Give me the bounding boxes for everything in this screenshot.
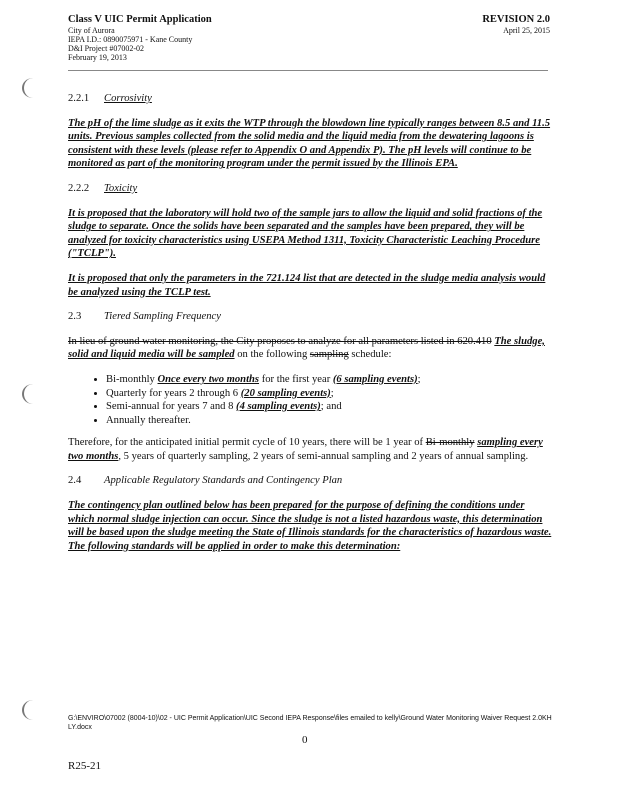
binder-hole-mark (22, 700, 44, 720)
binder-hole-mark (22, 384, 44, 404)
header-line: February 19, 2013 (68, 53, 127, 62)
list-item: • Quarterly for years 2 through 6 (20 sampling events); (106, 387, 552, 401)
page-number: 0 (302, 734, 308, 746)
toxicity-paragraph: It is proposed that the laboratory will hold two of the sample jars to allow the liquid and solid fractions of the sludge to separate. Once the solids have been separated and the samples have been prepared, they will be analyzed for toxicity characteristics using USEPA Method 1311, Toxicity Characteristic Leaching Procedure ("TCLP"). (68, 207, 543, 260)
revision-label: REVISION 2.0 (482, 14, 550, 25)
header-right (482, 14, 550, 35)
revision-date: April 25, 2015 (503, 26, 550, 35)
therefore-paragraph: Therefore, for the anticipated initial permit cycle of 10 years, there will be 1 year of Bi-monthly sampling every two months, 5 years of quarterly sampling, 2 years of semi-annual sampling and 2 years of annual sampling. (68, 437, 543, 462)
file-path-footer: G:\ENVIRO\07002 (8004-10)\02 - UIC Permit Application\UIC Second IEPA Response\files emailed to kelly\Ground Water Monitoring Waiver Request 2.0KH LY.docx (68, 715, 552, 731)
header-left (68, 14, 212, 62)
document-code: R25-21 (68, 760, 101, 772)
section-heading: 2.3 Tiered Sampling Frequency (68, 311, 221, 323)
header-line: City of Aurora (68, 26, 115, 35)
sampling-intro: In lieu of ground water monitoring, the City proposes to analyze for all parameters listed in 620.410 The sludge, solid and liquid media will be sampled on the following sampling schedule: (68, 335, 545, 361)
toxicity-paragraph: It is proposed that only the parameters in the 721.124 list that are detected in the sludge media analysis would be analyzed using the TCLP test. (68, 272, 546, 298)
document-body (68, 92, 552, 564)
contingency-paragraph: The contingency plan outlined below has been prepared for the purpose of defining the conditions under which normal sludge injection can occur. Since the sludge is not a listed hazardous waste, this determination will be based upon the sludge meeting the State of Illinois standards for the characteristics of hazardous waste. The following standards will be applied in order to make this determination: (68, 500, 552, 552)
section-heading: 2.2.1 Corrosivity (68, 93, 152, 104)
document-title: Class V UIC Permit Application (68, 14, 212, 25)
sampling-schedule-list (68, 373, 552, 427)
list-item: • Semi-annual for years 7 and 8 (4 sampling events); and (106, 400, 552, 414)
section-heading: 2.2.2 Toxicity (68, 182, 138, 194)
corrosivity-paragraph: The pH of the lime sludge as it exits the WTP through the blowdown line typically ranges between 8.5 and 11.5 units. Previous samples collected from the solid media and the liquid media from the dewatering lagoons is consistent with these levels (please refer to Appendix O and Appendix P). The pH levels will continue to be monitored as part of the monitoring program under the permit issued by the Illinois EPA. (68, 117, 551, 170)
list-item: • Bi-monthly Once every two months for the first year (6 sampling events); (106, 373, 552, 387)
binder-hole-mark (22, 78, 44, 98)
section-heading: 2.4 Applicable Regulatory Standards and Contingency Plan (68, 475, 343, 487)
header-line: D&I Project #07002-02 (68, 44, 144, 53)
list-item: • Annually thereafter. (106, 414, 552, 428)
header-divider (68, 70, 548, 71)
header-line: IEPA I.D.: 0890075971 - Kane County (68, 35, 193, 44)
